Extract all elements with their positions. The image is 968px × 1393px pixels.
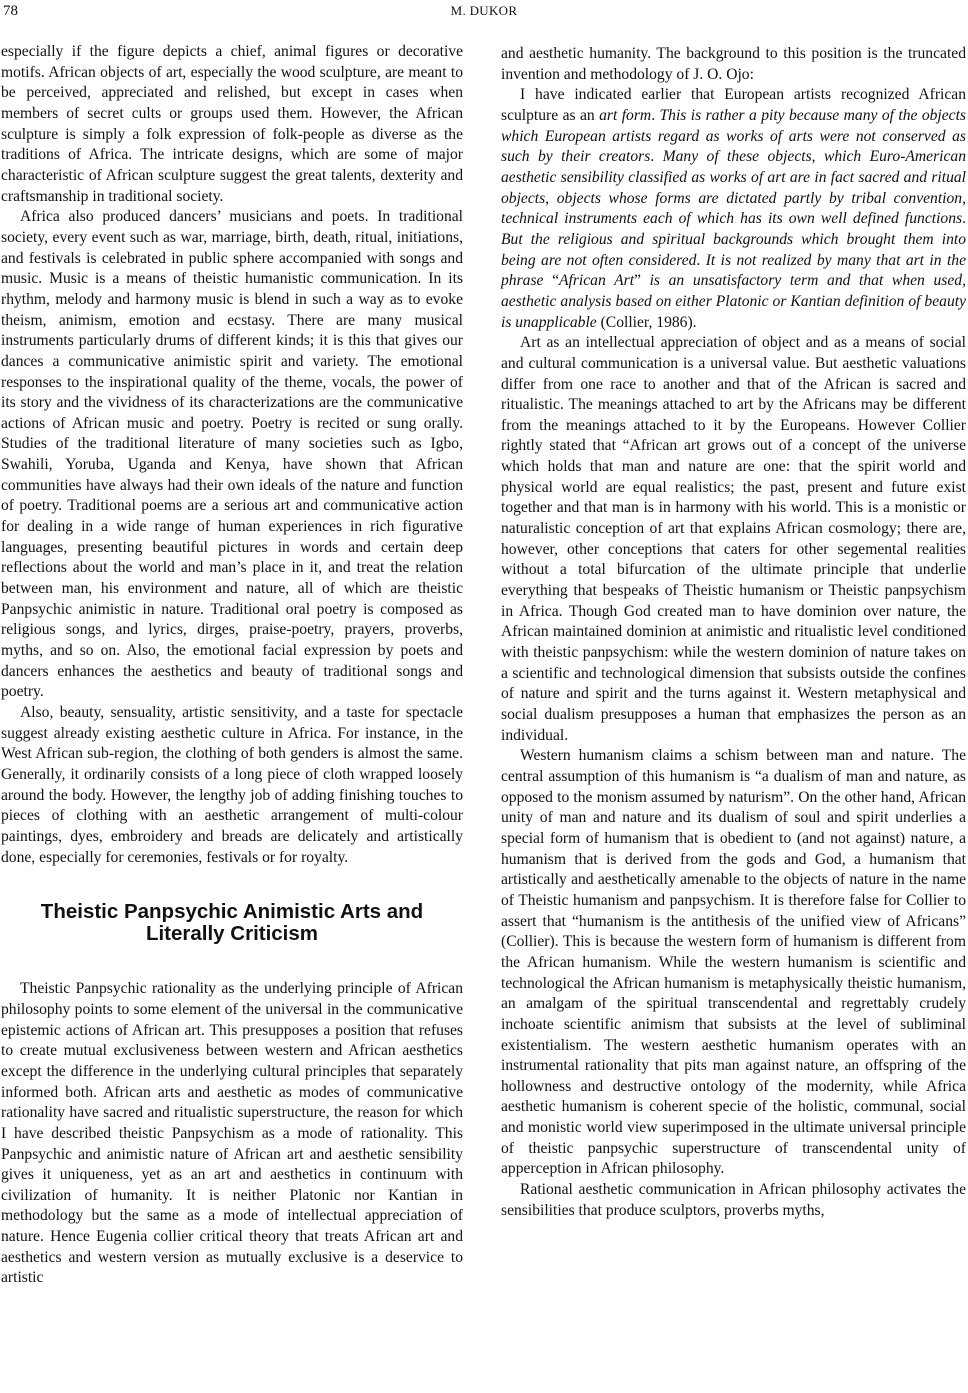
- quote-italic-7: But the religious and spiritual backgrounds which brought them into being are not often considered: [501, 230, 966, 269]
- quote-punct-2: .: [650, 148, 663, 166]
- quote-punct-5: ,: [962, 189, 967, 207]
- left-column: [1, 42, 463, 1289]
- quote-punct-8: ,: [962, 272, 966, 290]
- quote-italic-2: This is rather a pity because many of the objects which European artists regard as works of arts were not conserved as such by their creators: [501, 106, 967, 166]
- page-header: [0, 0, 968, 24]
- quote-italic-6: technical instruments each of which has its own well defined functions: [501, 210, 963, 228]
- quote-lead-text: I have indicated earlier that European artists recognized African sculpture as an: [501, 86, 966, 124]
- quote-italic-5: objects whose forms are dictated partly by tribal convention: [556, 189, 963, 207]
- quote-close-mark: ”: [634, 272, 650, 290]
- left-paragraph-2: Africa also produced dancers’ musicians and poets. In traditional society, every event such as war, marriage, birth, death, ritual, initiations, and festivals is celebrated in public sphere accompanied with songs and music. Music is a means of theistic humanistic communication. In its rhythm, melody and harmony music is blend in such a way as to evoke theism, animism, emotion and ecstasy. There are many musical instruments particularly drums of different kinds; it is this that gives our dances a communicative animistic spirit and variety. The emotional responses to the inspirational quality of the theme, vocals, the power of its story and the vividness of its characterizations are the communicative actions of African music and poetry. Poetry is recited or sung orally. Studies of the traditional literature of many societies such as Igbo, Swahili, Yoruba, Uganda and Kenya, have shown that African communities have always had their own ideals of the nature and function of poetry. Traditional poems are a serious art and communicative action for dealing in a wide range of human experiences in rich figurative languages, presenting beautiful pictures in words and certain deep reflections about the world and man’s place in it, and treat the relation between man, his environment and nature, all of which are theistic Panpsychic animistic in nature. Traditional oral poetry is composed as religious songs, and lyrics, dirges, praise-poetry, prayers, proverbs, myths, and so on. Also, the emotional facial expression by poets and dancers enhances the aesthetics and beauty of traditional songs and poetry.: [1, 208, 463, 701]
- right-paragraph-3: Art as an intellectual appreciation of object and as a means of social and cultural communication is a universal value. But aesthetic valuations differ from one race to another and that of the African is sacred and ritualistic. The meanings attached to art by the Africans may be different from the meanings attached to it by the Europeans. However Collier rightly stated that “African art grows out of a concept of the universe which holds that man and nature are one: that the spirit world and physical world are equal realistics; the past, present and future exist together and that man is in harmony with his world. This is a monistic or naturalistic conception of art that explains African cosmology; there are, however, other conceptions that caters for other segemental realities without a total bifurcation of the ultimate principle that underlie everything that bespeaks of Theistic humanism or Theistic panpsychism in Africa. Though God created man to have dominion over nature, the African maintained dominion at animistic and ritualistic level conditioned with theistic panpsychism: while the western dominion of nature takes on a scientific and technological dimension that subsists outside the confines of nature and spirit and the turns against it. Western metaphysical and social dualism presupposes a human that emphasizes the person as an individual.: [501, 334, 966, 744]
- quote-italic-4: which Euro-American aesthetic sensibility classified as works of art are in fact sacred and ritual objects: [501, 148, 967, 207]
- quote-italic-8: It is not realized by many that art in the phrase: [501, 251, 967, 290]
- right-paragraph-5: Rational aesthetic communication in African philosophy activates the sensibilities that produce sculptors, proverbs myths,: [501, 1181, 966, 1219]
- quote-italic-1: art form: [599, 106, 652, 124]
- quote-punct-7: .: [696, 251, 706, 269]
- right-column: [501, 44, 966, 1221]
- section-heading-line-1: Theistic Panpsychic Animistic Arts and: [40, 900, 424, 924]
- left-paragraph-4: Theistic Panpsychic rationality as the underlying principle of African philosophy points to some element of the universal in the communicative epistemic actions of African art. This presupposes a position that refuses to create mutual exclusiveness between western and African aesthetics except the difference in the underlying cultural principles that separately informed both. African arts and aesthetic as modes of communicative rationality have sacred and ritualistic superstructure, the reason for which I have described theistic Panpsychism as a mode of rationality. This Panpsychic and animistic nature of African art and aesthetic sensibility gives it uniqueness, yet as an art and aesthetics in continuum with civilization of humanity. It is neither Platonic nor Kantian in methodology but the same as a mode of intellectual appreciation of nature. Hence Eugenia collier critical theory that treats African art and aesthetics and western version as mutually exclusive is a deservice to artistic: [1, 980, 463, 1287]
- quote-punct-1: .: [651, 106, 660, 124]
- left-paragraph-1: especially if the figure depicts a chief, animal figures or decorative motifs. African objects of art, especially the wood sculpture, are meant to be perceived, appreciated and relished, but except in cases when members of secret cults or groups used them. However, the African sculpture is simply a folk expression of folk-people as diverse as the traditions of Africa. The intricate designs, which are some of major characteristic of African sculpture suggest the great talents, dexterity and craftsmanship in traditional society.: [1, 43, 463, 205]
- quote-punct-4: ,: [545, 189, 557, 207]
- quote-italic-3: Many of these objects: [662, 148, 812, 166]
- page-number: 78: [3, 3, 18, 19]
- quote-citation: (Collier, 1986).: [596, 313, 697, 331]
- section-heading-line-2: Literally Criticism: [145, 922, 319, 946]
- section-heading: [1, 901, 463, 945]
- quote-italic-10: is an unsatisfactory term and that when used: [649, 272, 963, 290]
- quote-italic-9: African Art: [559, 272, 635, 290]
- quote-punct-3: ,: [811, 148, 824, 166]
- right-paragraph-4: Western humanism claims a schism between man and nature. The central assumption of this humanism is “a dualism of man and nature, as opposed to the monism assumed by naturism”. On the other hand, African unity of man and nature and its dualism of soul and spirit underlies a special form of humanism that is obedient to (and not against) nature, a humanism that is derived from the gods and God, a humanism that artistically and aesthetically amenable to the objects of nature in the name of Theistic humanism and panpsychism. It is therefore false for Collier to assert that “humanism is the antithesis of the unified view of Africans” (Collier). This is because the western form of humanism is different from the African humanism. While the western humanism is scientific and technological the African humanism is metaphysically theistic humanism, an amalgam of the spiritual transcendental and regrettably crudely inchoate scientific animism that subsists at the level of subliminal existentialism. The western aesthetic humanism operates with an instrumental rationality that pits man against nature, an offspring of the hollowness and destructive ontology of the modernity, while Africa aesthetic humanism is coherent specie of the holistic, communal, social and monistic world view superimposed in the ultimate universal principle of theistic panpsychic superstructure of transcendental unity of apperception in African philosophy.: [501, 747, 966, 1178]
- quote-punct-6: .: [962, 210, 966, 228]
- running-head-author: M. DUKOR: [450, 3, 518, 18]
- right-paragraph-1: and aesthetic humanity. The background to this position is the truncated invention and methodology of J. O. Ojo:: [501, 45, 966, 83]
- quote-italic-11: aesthetic analysis based on either Platonic or Kantian definition of beauty is unapplicable: [501, 292, 966, 331]
- quote-open-mark: “: [552, 272, 559, 290]
- block-quote-ojo: [501, 85, 966, 333]
- left-paragraph-3: Also, beauty, sensuality, artistic sensitivity, and a taste for spectacle suggest already existing aesthetic culture in Africa. For instance, in the West African sub-region, the clothing of both genders is almost the same. Generally, it ordinarily consists of a long piece of cloth wrapped loosely around the body. However, the lengthy job of adding finishing touches to pieces of clothing with an aesthetic arrangement of multi-colour paintings, dyes, embroidery and breads are delicately and artistically done, especially for ceremonies, festivals or for royalty.: [1, 704, 463, 866]
